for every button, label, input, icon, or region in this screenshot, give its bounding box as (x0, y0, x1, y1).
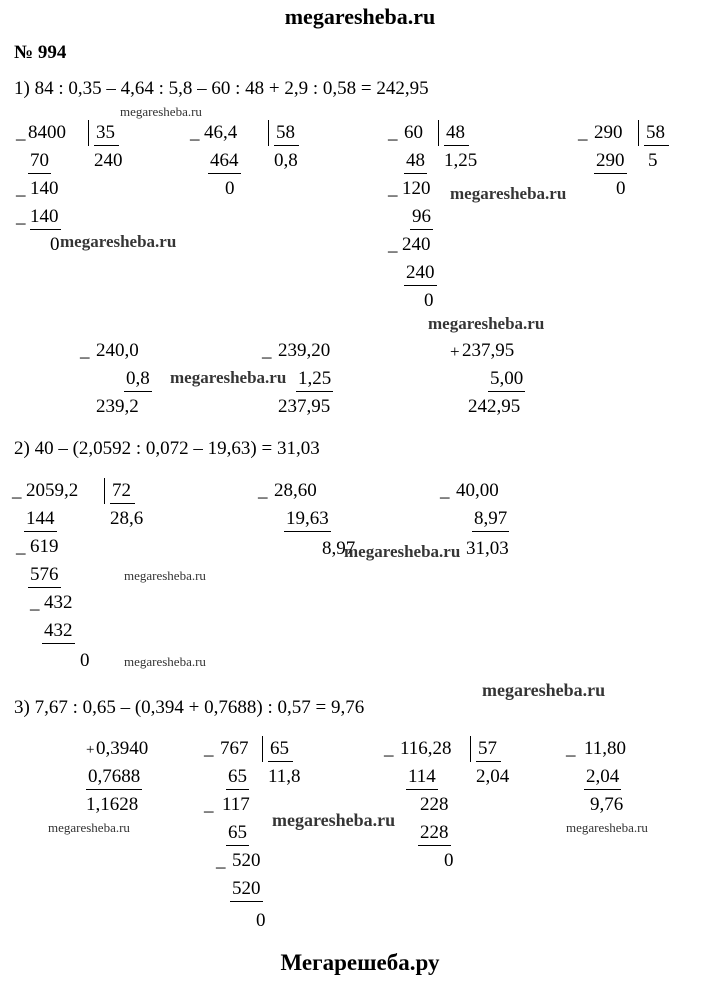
division-step: 114 (406, 766, 438, 790)
col1-top: 240,0 (96, 340, 139, 361)
plus-sign: + (450, 342, 460, 361)
problem-3-statement: 3) 7,67 : 0,65 – (0,394 + 0,7688) : 0,57 = 9,76 (14, 697, 365, 718)
division-step: 144 (24, 508, 57, 532)
watermark: megaresheba.ru (60, 232, 177, 251)
divisor-58b: 58 (644, 122, 669, 146)
division-remainder: 0 (444, 850, 454, 871)
division-step: 520 (230, 878, 263, 902)
minus-sign: _ (80, 340, 90, 361)
dividend-60: 60 (404, 122, 423, 143)
col3-top: 237,95 (462, 340, 515, 361)
division-remainder: 0 (424, 290, 434, 311)
division-bar (262, 736, 263, 762)
minus-sign: _ (12, 480, 22, 501)
watermark: megaresheba.ru (120, 104, 202, 119)
division-step: 464 (208, 150, 241, 174)
quotient-240: 240 (94, 150, 123, 171)
minus-sign: _ (262, 340, 272, 361)
col5-result: 31,03 (466, 538, 509, 559)
minus-sign: _ (388, 234, 398, 255)
minus-sign: _ (566, 738, 576, 759)
division-step: 432 (42, 620, 75, 644)
minus-sign: _ (30, 592, 40, 613)
minus-sign: _ (578, 122, 588, 143)
dividend-2059-2: 2059,2 (26, 480, 79, 501)
division-step: 96 (410, 206, 433, 230)
watermark: megaresheba.ru (124, 654, 206, 669)
division-step: 70 (28, 150, 51, 174)
division-bar (268, 120, 269, 146)
division-step: 228 (420, 794, 449, 815)
watermark: megaresheba.ru (48, 820, 130, 835)
minus-sign: _ (16, 178, 26, 199)
divisor-65: 65 (268, 738, 293, 762)
minus-sign: _ (388, 178, 398, 199)
divisor-57: 57 (476, 738, 501, 762)
division-step: 65 (226, 822, 249, 846)
minus-sign: _ (204, 794, 214, 815)
minus-sign: _ (16, 122, 26, 143)
quotient-2-04: 2,04 (476, 766, 510, 787)
minus-sign: _ (16, 536, 26, 557)
division-remainder: 0 (225, 178, 235, 199)
watermark: megaresheba.ru (344, 542, 461, 561)
minus-sign: _ (16, 206, 26, 227)
watermark: megaresheba.ru (272, 810, 396, 830)
division-step: 240 (402, 234, 431, 255)
task-number: № 994 (14, 42, 67, 63)
division-bar (638, 120, 639, 146)
col5-bottom: 8,97 (472, 508, 509, 532)
col2-bottom: 1,25 (296, 368, 333, 392)
col2-result: 237,95 (278, 396, 331, 417)
quotient-0-8: 0,8 (274, 150, 298, 171)
watermark: megaresheba.ru (124, 568, 206, 583)
col2-top: 239,20 (278, 340, 331, 361)
minus-sign: _ (440, 480, 450, 501)
col5-top: 40,00 (456, 480, 499, 501)
minus-sign: _ (384, 738, 394, 759)
division-step: 117 (222, 794, 250, 815)
division-remainder: 0 (80, 650, 90, 671)
division-step: 290 (594, 150, 627, 174)
plus-sign: + (86, 742, 95, 758)
division-step: 576 (28, 564, 61, 588)
dividend-767: 767 (220, 738, 249, 759)
division-step: 48 (404, 150, 427, 174)
watermark: megaresheba.ru (482, 680, 606, 700)
minus-sign: _ (258, 480, 268, 501)
minus-sign: _ (388, 122, 398, 143)
watermark: megaresheba.ru (428, 314, 545, 333)
division-remainder: 0 (616, 178, 626, 199)
col6-result: 1,1628 (86, 794, 139, 815)
col4-result: 8,97 (322, 538, 356, 559)
dividend-116-28: 116,28 (400, 738, 452, 759)
problem-2-statement: 2) 40 – (2,0592 : 0,072 – 19,63) = 31,03 (14, 438, 320, 459)
watermark: megaresheba.ru (170, 368, 287, 387)
division-remainder: 0 (50, 234, 60, 255)
watermark: megaresheba.ru (450, 184, 567, 203)
col7-result: 9,76 (590, 794, 624, 815)
division-step: 120 (402, 178, 431, 199)
divisor-72: 72 (110, 480, 135, 504)
minus-sign: _ (204, 738, 214, 759)
col6-bottom: 0,7688 (86, 766, 142, 790)
col7-top: 11,80 (584, 738, 627, 759)
divisor-48: 48 (444, 122, 469, 146)
division-step: 228 (418, 822, 451, 846)
minus-sign: _ (216, 850, 226, 871)
col1-bottom: 0,8 (124, 368, 152, 392)
divisor-35: 35 (94, 122, 119, 146)
col4-bottom: 19,63 (284, 508, 331, 532)
quotient-5: 5 (648, 150, 658, 171)
division-bar (104, 478, 105, 504)
quotient-1-25: 1,25 (444, 150, 478, 171)
col1-result: 239,2 (96, 396, 139, 417)
division-bar (88, 120, 89, 146)
problem-1-statement: 1) 84 : 0,35 – 4,64 : 5,8 – 60 : 48 + 2,9 : 0,58 = 242,95 (14, 78, 429, 99)
col4-top: 28,60 (274, 480, 317, 501)
site-title: megaresheba.ru (284, 4, 436, 29)
divisor-58: 58 (274, 122, 299, 146)
quotient-11-8: 11,8 (268, 766, 301, 787)
col7-bottom: 2,04 (584, 766, 621, 790)
division-step: 140 (30, 206, 61, 230)
division-step: 140 (30, 178, 59, 199)
division-step: 432 (44, 592, 73, 613)
col6-top: 0,3940 (96, 738, 149, 759)
dividend-8400: 8400 (28, 122, 66, 143)
division-bar (438, 120, 439, 146)
quotient-28-6: 28,6 (110, 508, 144, 529)
watermark: megaresheba.ru (566, 820, 648, 835)
dividend-46-4: 46,4 (204, 122, 238, 143)
division-remainder: 0 (256, 910, 266, 931)
division-step: 65 (226, 766, 249, 790)
division-bar (470, 736, 471, 762)
col3-bottom: 5,00 (488, 368, 525, 392)
division-step: 240 (404, 262, 437, 286)
dividend-290: 290 (594, 122, 623, 143)
site-footer: Мегарешеба.ру (280, 950, 440, 975)
minus-sign: _ (190, 122, 200, 143)
division-step: 619 (30, 536, 59, 557)
division-step: 520 (232, 850, 261, 871)
col3-result: 242,95 (468, 396, 521, 417)
